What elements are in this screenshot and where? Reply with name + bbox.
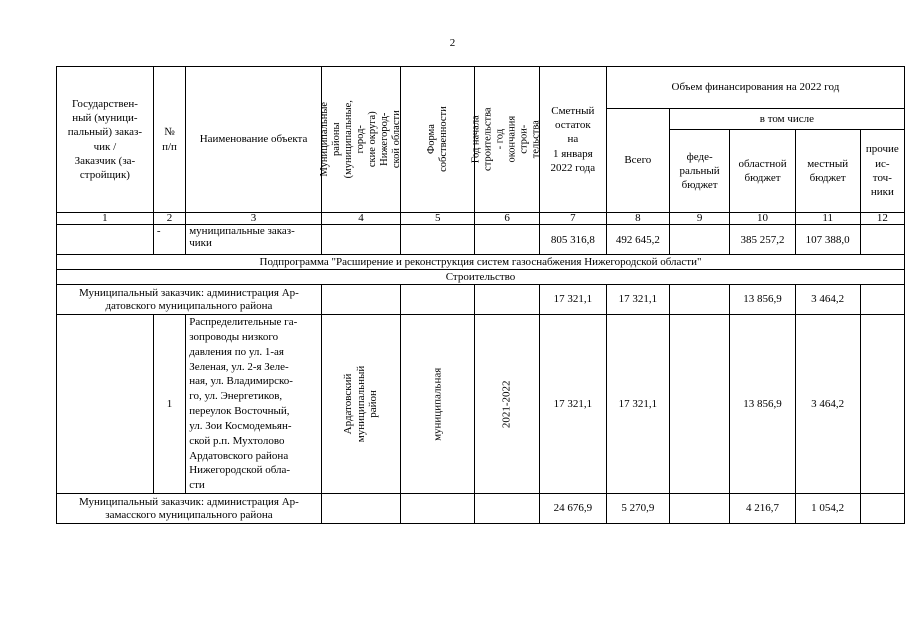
financing-table bbox=[56, 66, 905, 524]
subprogram-title: Подпрограмма "Расширение и реконструкция систем газоснабжения Нижегородской области" bbox=[57, 255, 905, 270]
cell-empty bbox=[321, 225, 400, 255]
header-regional bbox=[730, 130, 795, 213]
cell-empty bbox=[57, 225, 154, 255]
header-local bbox=[795, 130, 860, 213]
object-years bbox=[475, 315, 540, 494]
column-number: 5 bbox=[401, 213, 475, 225]
cell-empty bbox=[475, 285, 540, 315]
header-other bbox=[860, 130, 904, 213]
federal-value bbox=[669, 285, 730, 315]
column-number: 11 bbox=[795, 213, 860, 225]
header-balance bbox=[539, 67, 606, 213]
header-years-text: Год начала строительства - год окончания строи- тельства bbox=[470, 107, 543, 172]
ardatov-customer-row bbox=[57, 285, 905, 315]
header-local-text: местный бюджет bbox=[807, 157, 849, 184]
object-ownership bbox=[401, 315, 475, 494]
column-number: 7 bbox=[539, 213, 606, 225]
header-including-text: в том числе bbox=[759, 112, 815, 125]
customer-label: Муниципальный заказчик: администрация Ар- замасского муниципального района bbox=[57, 494, 322, 524]
header-object-name bbox=[186, 67, 322, 213]
header-other-text: прочие ис- точ- ники bbox=[865, 143, 899, 199]
header-num-text: № п/п bbox=[162, 126, 177, 153]
header-ownership bbox=[401, 67, 475, 213]
other-value bbox=[860, 494, 904, 524]
cell-empty bbox=[57, 315, 154, 494]
cell-empty bbox=[475, 494, 540, 524]
object-ownership-text: муниципальная bbox=[431, 367, 444, 441]
header-num bbox=[153, 67, 185, 213]
page-number: 2 bbox=[449, 37, 456, 49]
header-ownership-text: Форма собственности bbox=[425, 106, 449, 173]
local-value: 107 388,0 bbox=[795, 225, 860, 255]
object-years-text: 2021-2022 bbox=[500, 380, 513, 428]
header-federal-text: феде- ральный бюджет bbox=[679, 150, 720, 192]
column-numbers-row bbox=[57, 213, 905, 225]
municipal-customers-row bbox=[57, 225, 905, 255]
object-row bbox=[57, 315, 905, 494]
row-num: 1 bbox=[153, 315, 185, 494]
column-number: 1 bbox=[57, 213, 154, 225]
header-financing-text: Объем финансирования на 2022 год bbox=[671, 81, 840, 94]
local-value: 3 464,2 bbox=[795, 315, 860, 494]
header-years bbox=[470, 67, 543, 213]
federal-value bbox=[669, 494, 730, 524]
column-number: 10 bbox=[730, 213, 795, 225]
arzamas-customer-row bbox=[57, 494, 905, 524]
column-number: 6 bbox=[475, 213, 540, 225]
total-value: 17 321,1 bbox=[606, 315, 669, 494]
customer-label: Муниципальный заказчик: администрация Ар- датовского муниципального района bbox=[57, 285, 322, 315]
regional-value: 13 856,9 bbox=[730, 285, 795, 315]
other-value bbox=[860, 315, 904, 494]
header-regional-text: областной бюджет bbox=[738, 157, 787, 184]
balance-value: 17 321,1 bbox=[539, 315, 606, 494]
column-number: 12 bbox=[860, 213, 904, 225]
header-districts-text: Муниципальные районы (муниципальные, город- ские округа) Нижегород- ской области bbox=[318, 100, 403, 179]
subprogram-row bbox=[57, 255, 905, 270]
cell-empty bbox=[321, 494, 400, 524]
cell-empty bbox=[475, 225, 540, 255]
column-number: 8 bbox=[606, 213, 669, 225]
total-value: 5 270,9 bbox=[606, 494, 669, 524]
object-district-text: Ардатовский муниципальный район bbox=[342, 365, 380, 443]
column-number: 9 bbox=[669, 213, 730, 225]
column-number: 2 bbox=[153, 213, 185, 225]
cell-empty bbox=[321, 285, 400, 315]
balance-value: 17 321,1 bbox=[539, 285, 606, 315]
object-name: Распределительные га- зопроводы низкого давления по ул. 1-ая Зеленая, ул. 2-я Зеле- ная, ул. Владимирско- го, ул. Энергетиков, переулок Восточный, ул. Зои Космодемьян- ской р.п. Мухтолово Ардатовского района Нижегородской обла- сти bbox=[186, 315, 322, 494]
row-num: - bbox=[153, 225, 185, 255]
cell-empty bbox=[401, 494, 475, 524]
row-name: муниципальные заказ- чики bbox=[186, 225, 322, 255]
header-districts bbox=[318, 67, 403, 213]
regional-value: 385 257,2 bbox=[730, 225, 795, 255]
header-object-name-text: Наименование объекта bbox=[199, 133, 308, 146]
header-customer bbox=[57, 67, 154, 213]
header-including bbox=[669, 109, 904, 130]
construction-title: Строительство bbox=[57, 270, 905, 285]
other-value bbox=[860, 285, 904, 315]
local-value: 3 464,2 bbox=[795, 285, 860, 315]
object-district bbox=[321, 315, 400, 494]
header-total bbox=[606, 109, 669, 213]
header-total-text: Всего bbox=[624, 154, 652, 167]
federal-value bbox=[669, 315, 730, 494]
header-balance-text: Сметный остаток на 1 января 2022 года bbox=[550, 104, 596, 174]
regional-value: 4 216,7 bbox=[730, 494, 795, 524]
cell-empty bbox=[401, 285, 475, 315]
column-number: 3 bbox=[186, 213, 322, 225]
federal-value bbox=[669, 225, 730, 255]
total-value: 492 645,2 bbox=[606, 225, 669, 255]
header-federal bbox=[669, 130, 730, 213]
regional-value: 13 856,9 bbox=[730, 315, 795, 494]
construction-row bbox=[57, 270, 905, 285]
other-value bbox=[860, 225, 904, 255]
header-financing bbox=[606, 67, 904, 109]
balance-value: 805 316,8 bbox=[539, 225, 606, 255]
header-customer-text: Государствен- ный (муници- пальный) заказ- чик / Заказчик (за- стройщик) bbox=[67, 97, 143, 182]
cell-empty bbox=[401, 225, 475, 255]
balance-value: 24 676,9 bbox=[539, 494, 606, 524]
column-number: 4 bbox=[321, 213, 400, 225]
total-value: 17 321,1 bbox=[606, 285, 669, 315]
local-value: 1 054,2 bbox=[795, 494, 860, 524]
